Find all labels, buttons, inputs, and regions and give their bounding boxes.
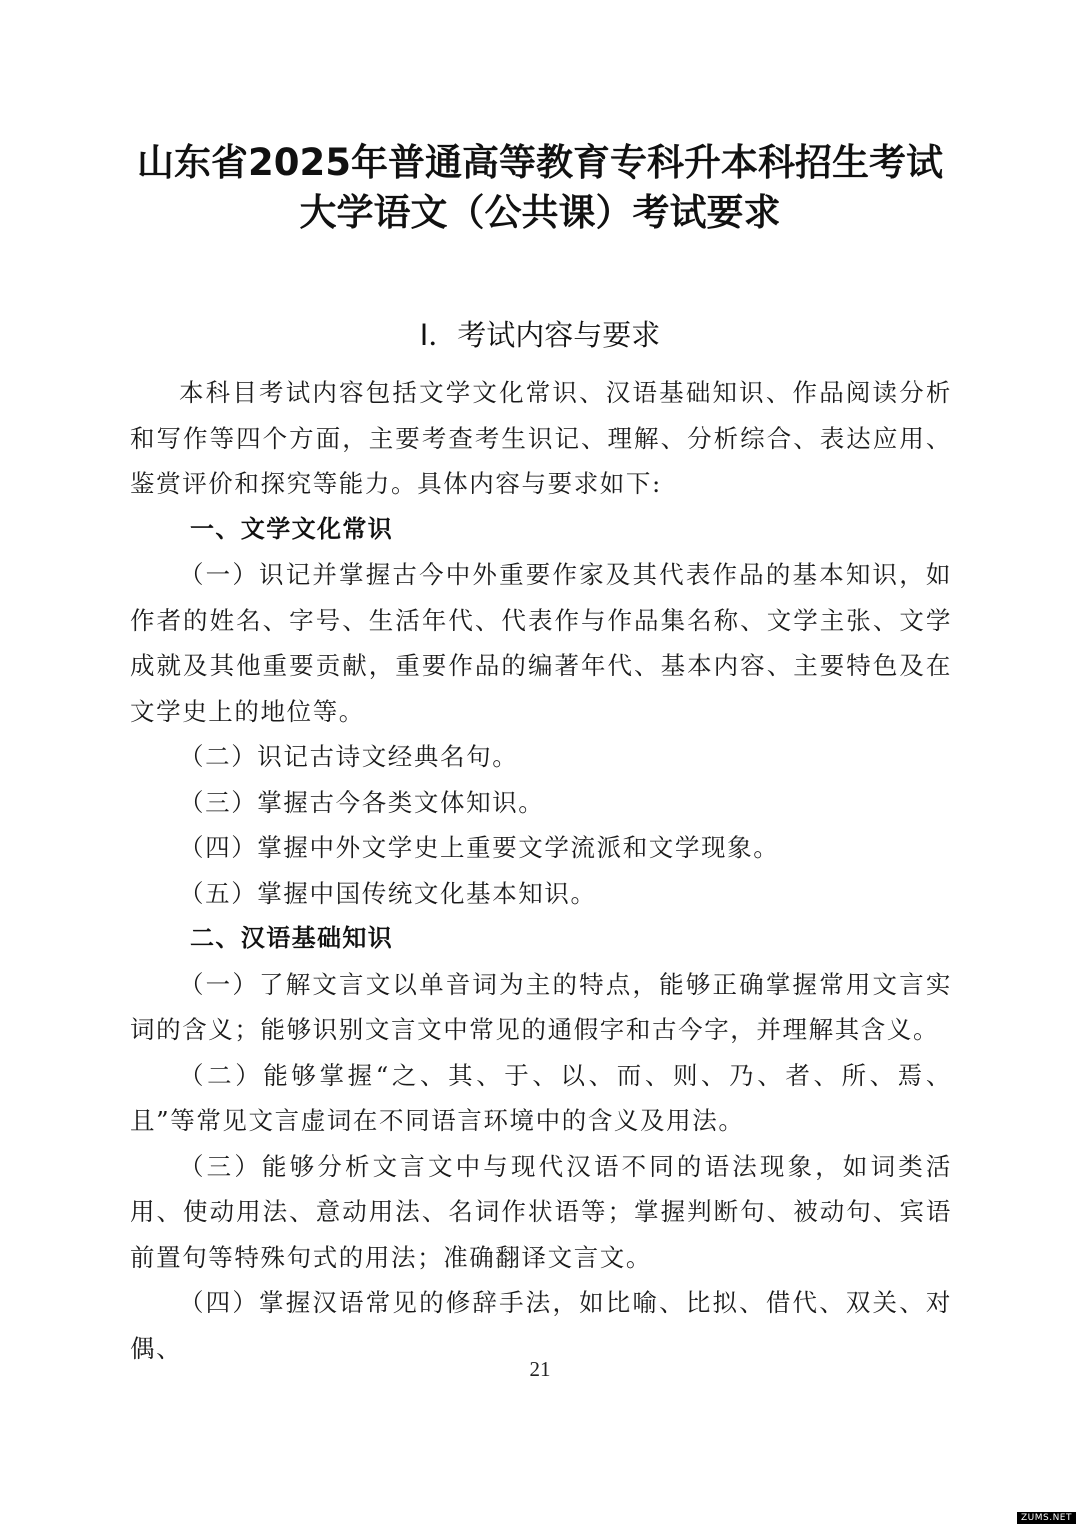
part1-item-3: （三）掌握古今各类文体知识。 [179, 787, 545, 817]
part2-item-3: （三）能够分析文言文中与现代汉语不同的语法现象，如词类活用、使动用法、意动用法、名词作状语等；掌握判断句、被动句、宾语前置句等特殊句式的用法；准确翻译文言文。 [130, 1151, 952, 1272]
part1-item-5: （五）掌握中国传统文化基本知识。 [179, 878, 597, 908]
part2-item-1: （一）了解文言文以单音词为主的特点，能够正确掌握常用文言实词的含义；能够识别文言文中常见的通假字和古今字，并理解其含义。 [130, 969, 952, 1044]
page-number: 21 [529, 1357, 551, 1381]
document-title-line2: 大学语文（公共课）考试要求 [299, 191, 781, 234]
part1-item-2: （二）识记古诗文经典名句。 [179, 742, 519, 771]
watermark: ZUMS.NET [1017, 1512, 1076, 1524]
part2-item-2: （二）能够掌握“之、其、于、以、而、则、乃、者、所、焉、且”等常见文言虚词在不同语言环境中的含义及用法。 [130, 1060, 952, 1135]
part1-item-4: （四）掌握中外文学史上重要文学流派和文学现象。 [179, 833, 780, 862]
intro-paragraph: 本科目考试内容包括文学文化常识、汉语基础知识、作品阅读分析和写作等四个方面，主要考查考生识记、理解、分析综合、表达应用、鉴赏评价和探究等能力。具体内容与要求如下: [130, 378, 952, 498]
document-body [130, 370, 952, 1371]
part2-heading: 二、汉语基础知识 [190, 924, 394, 952]
part1-heading: 一、文学文化常识 [190, 514, 394, 543]
part1-item-1: （一）识记并掌握古今中外重要作家及其代表作品的基本知识，如作者的姓名、字号、生活年代、代表作与作品集名称、文学主张、文学成就及其他重要贡献，重要作品的编著年代、基本内容、主要特色及在文学史上的地位等。 [130, 560, 952, 726]
document-title-line1: 山东省2025年普通高等教育专科升本科招生考试 [137, 141, 943, 184]
section-title: Ⅰ．考试内容与要求 [419, 318, 661, 352]
part2-item-4: （四）掌握汉语常见的修辞手法，如比喻、比拟、借代、双关、对偶、 [130, 1288, 952, 1363]
